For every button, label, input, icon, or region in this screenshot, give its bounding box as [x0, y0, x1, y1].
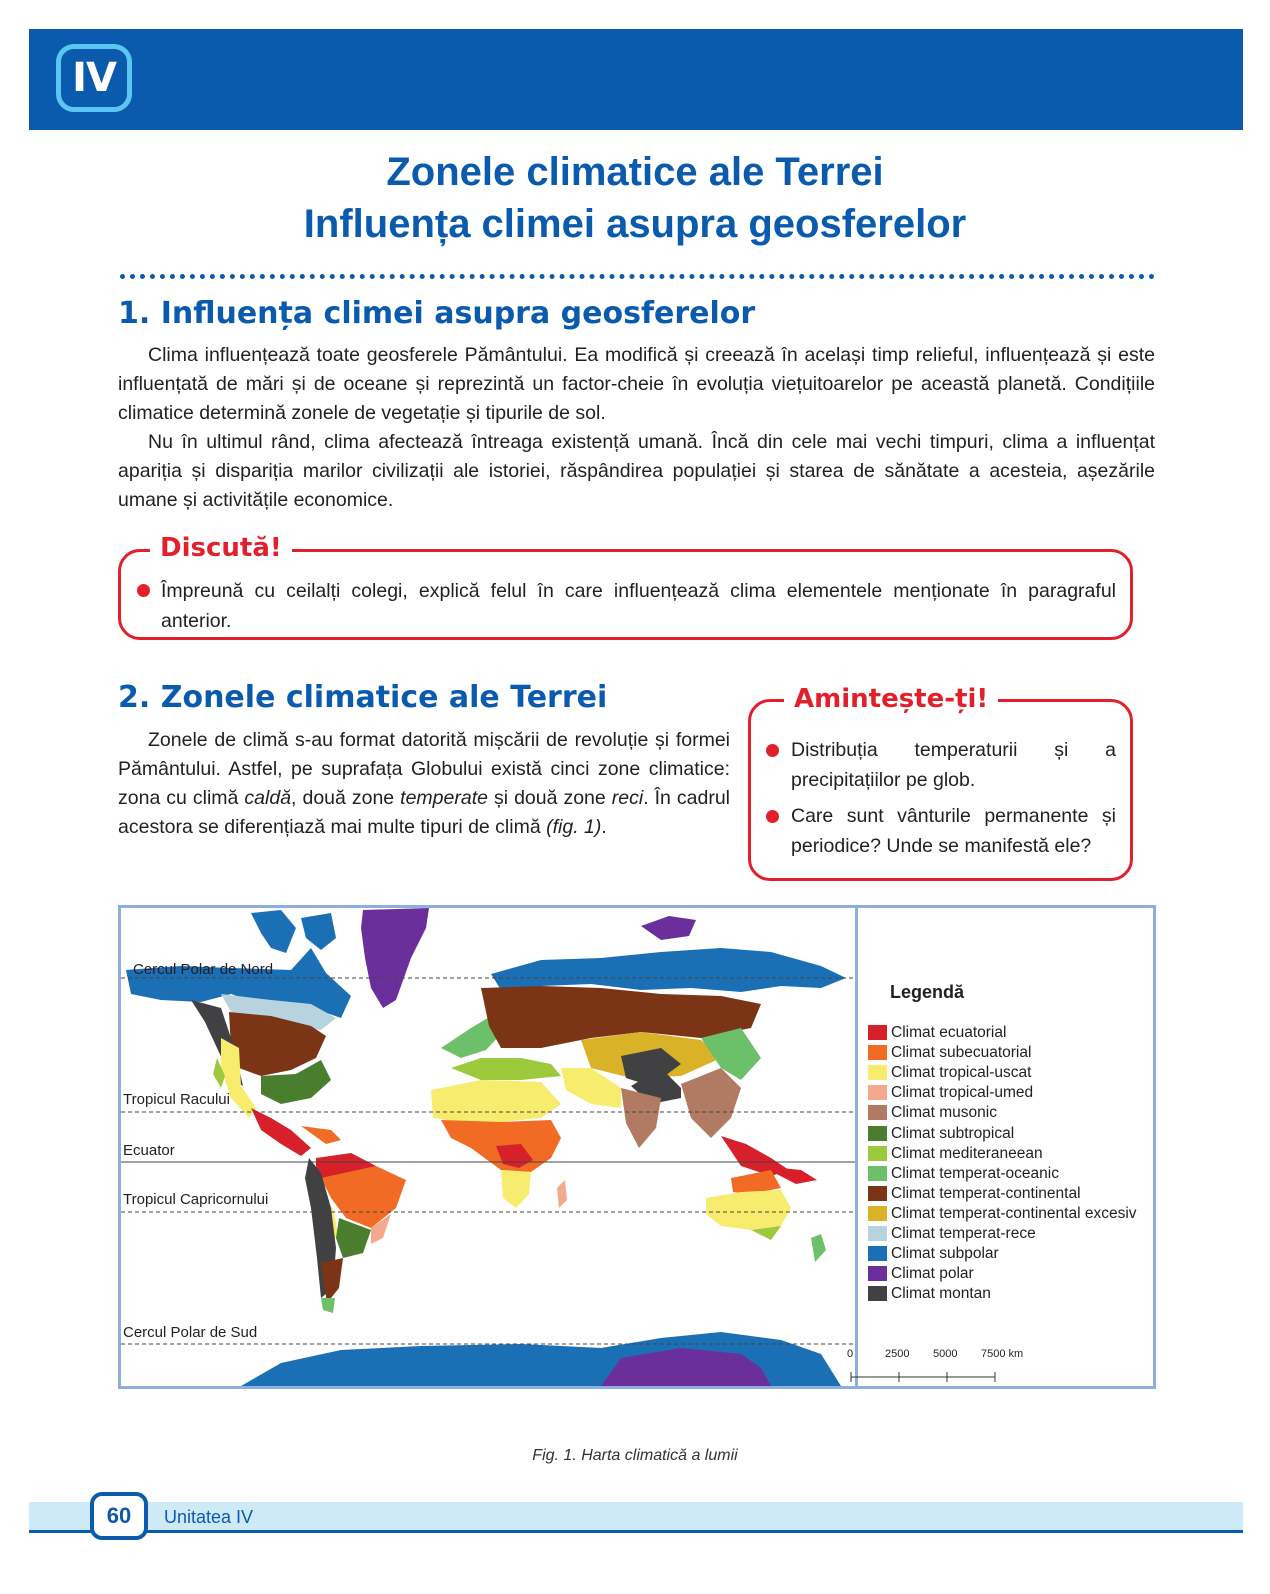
arctic-islands: [251, 910, 336, 953]
af-madagascar: [557, 1180, 567, 1208]
central-america: [251, 1108, 311, 1156]
legend-label: Climat subpolar: [891, 1245, 999, 1263]
arctic-purple: [641, 916, 696, 940]
bullet-icon: [766, 744, 779, 757]
world-map-svg: [121, 908, 855, 1386]
page-subtitle: Influența climei asupra geosferelor: [303, 202, 967, 246]
scale-label-1: 2500: [885, 1348, 910, 1360]
asia-india: [621, 1088, 661, 1148]
aminteste-title: Amintește-ți!: [784, 684, 998, 714]
scale-label-3: 7500 km: [981, 1348, 1024, 1360]
section1-paragraph: Clima influențează toate geosferele Pământului. Ea modifică și creează în același timp relieful, influențează și este influențată de mări și de oceane și reprezintă un factor-cheie în evoluția viețuitoarelor pe această planetă. Condițiile climatice determină zonele de vegetație și tipurile de sol.: [118, 344, 1155, 424]
asia-musonic: [681, 1068, 741, 1138]
legend-label: Climat tropical-umed: [891, 1084, 1034, 1102]
legend-swatch: [868, 1105, 887, 1120]
scale-bar: [845, 1360, 1035, 1386]
polar-south-label: Cercul Polar de Sud: [123, 1324, 258, 1341]
legend-label: Climat temperat-continental: [891, 1184, 1081, 1202]
legend-label: Climat ecuatorial: [891, 1024, 1007, 1041]
sa-temperate: [321, 1258, 343, 1303]
bullet-icon: [137, 584, 150, 597]
legend-swatch: [868, 1246, 887, 1261]
section1-paragraph: Nu în ultimul rând, clima afectează întreaga existență umană. Încă din cele mai vechi timpuri, clima a influențat apariția și dispariția marilor civilizații ale istoriei, răspândirea populației și starea de sănătate a acesteia, așezările umane și activitățile economice.: [118, 431, 1155, 511]
au-tropical-uscat: [706, 1190, 791, 1230]
af-tropical-uscat-s: [501, 1170, 531, 1208]
scale-label-0: 0: [847, 1348, 854, 1360]
legend-label: Climat subtropical: [891, 1124, 1015, 1142]
legend-label: Climat subecuatorial: [891, 1044, 1032, 1062]
header-band: [29, 29, 1243, 130]
footer-unit-text: Unitatea IV: [164, 1507, 254, 1527]
legend-label: Climat musonic: [891, 1104, 997, 1122]
sa-south: [321, 1298, 335, 1313]
discuta-title: Discută!: [150, 533, 292, 563]
polar-north-label: Cercul Polar de Nord: [133, 961, 274, 978]
asia-tropical-uscat: [561, 1068, 621, 1108]
unit-badge: IV: [56, 44, 132, 112]
af-tropical-uscat: [431, 1080, 561, 1122]
nz: [811, 1234, 826, 1262]
equator-label: Ecuator: [123, 1142, 175, 1159]
figure-caption: Fig. 1. Harta climatică a lumii: [532, 1447, 738, 1464]
legend-label: Climat temperat-rece: [891, 1225, 1036, 1242]
climate-map: [121, 908, 855, 1386]
bullet-icon: [766, 810, 779, 823]
scale-label-2: 5000: [933, 1348, 958, 1360]
page-number: 60: [90, 1492, 148, 1540]
legend-swatch: [868, 1226, 887, 1241]
legend-swatch: [868, 1065, 887, 1080]
legend-label: Climat polar: [891, 1265, 974, 1283]
caribbean: [301, 1126, 341, 1144]
aminteste-item: Care sunt vânturile permanente și periodice? Unde se manifestă ele?: [791, 805, 1116, 857]
section2-paragraph: Zonele de climă s-au format datorită mișcării de revoluție și formei Pământului. Astfel, pe suprafața Globului există cinci zone climatice: zona cu climă caldă, două zone temperate și două zone reci. În cadrul acestora se diferențiază mai multe tipuri de climă (fig. 1).: [118, 729, 730, 838]
legend-swatch: [868, 1206, 887, 1221]
legend-swatch: [868, 1166, 887, 1181]
aminteste-item: Distribuția temperaturii și a precipitațiilor pe glob.: [791, 739, 1116, 791]
map-separator: [855, 908, 858, 1386]
legend-label: Climat montan: [891, 1285, 991, 1303]
legend-label: Climat temperat-oceanic: [891, 1164, 1059, 1182]
legend-swatch: [868, 1126, 887, 1141]
section1-text: [118, 341, 1155, 515]
dotted-divider: [120, 274, 1155, 279]
legend-label: Climat tropical-uscat: [891, 1064, 1032, 1082]
legend-label: Climat temperat-continental excesiv: [891, 1204, 1137, 1222]
greenland: [361, 908, 429, 1008]
legend-swatch: [868, 1266, 887, 1281]
cancer-label: Tropicul Racului: [123, 1091, 230, 1108]
capricorn-label: Tropicul Capricornului: [123, 1191, 269, 1208]
legend-swatch: [868, 1085, 887, 1100]
eu-mediteraneean: [451, 1058, 561, 1080]
legend-swatch: [868, 1045, 887, 1060]
page-title: Zonele climatice ale Terrei: [386, 150, 884, 194]
legend-swatch: [868, 1146, 887, 1161]
legend-swatch: [868, 1186, 887, 1201]
discuta-item: Împreună cu ceilalți colegi, explică felul în care influențează clima elementele menționate în paragraful anterior.: [161, 580, 1116, 632]
legend-label: Climat mediteraneean: [891, 1144, 1043, 1162]
legend-swatch: [868, 1025, 887, 1040]
section1-heading: 1. Influența climei asupra geosferelor: [118, 296, 756, 331]
section2-text: [118, 726, 730, 842]
legend-title: Legendă: [890, 982, 965, 1002]
legend-swatch: [868, 1286, 887, 1301]
eurasia-subpolar: [491, 948, 846, 992]
section2-heading: 2. Zonele climatice ale Terrei: [118, 680, 608, 715]
